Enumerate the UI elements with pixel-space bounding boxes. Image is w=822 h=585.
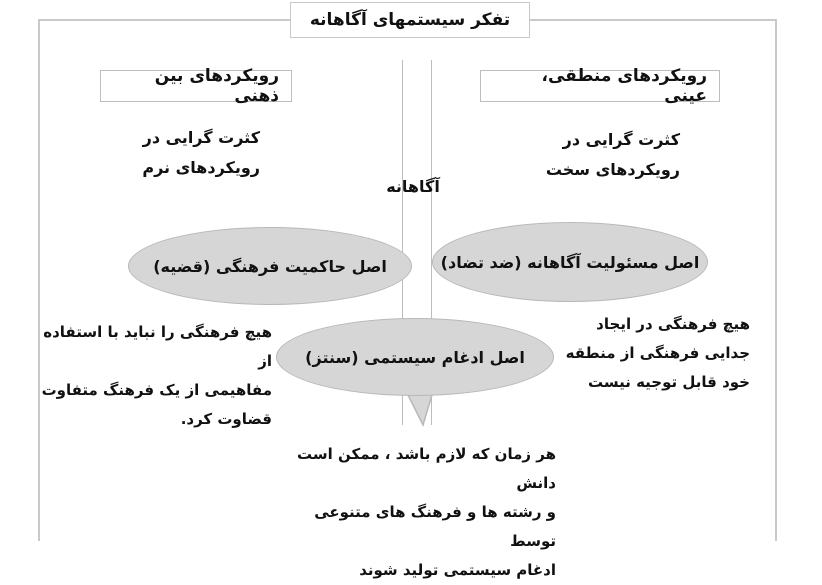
frame-top-left (38, 19, 290, 21)
note-bottom: هر زمان که لازم باشد ، ممکن است دانش و رشته ها و فرهنگ های متنوعی توسط ادغام سیستمی تولید شوند (297, 445, 556, 579)
center-label: آگاهانه (386, 177, 440, 196)
left-approach-box: رویکردهای بین ذهنی (100, 70, 292, 102)
ellipse-cultural-sovereignty: اصل حاکمیت فرهنگی (قضیه) (128, 227, 412, 305)
left-pluralism-text: کثرت گرایی در رویکردهای نرم (142, 128, 260, 177)
right-pluralism-text: کثرت گرایی در رویکردهای سخت (545, 130, 680, 179)
frame-left (38, 19, 40, 541)
note-right: هیچ فرهنگی در ایجاد جدایی فرهنگی از منطقه خود قابل توجیه نیست (565, 315, 750, 391)
right-approach-box: رویکردهای منطقی، عینی (480, 70, 720, 102)
ellipse-conscious-responsibility: اصل مسئولیت آگاهانه (ضد تضاد) (432, 222, 708, 302)
frame-right (775, 19, 777, 541)
frame-top-right (530, 19, 776, 21)
diagram-title: تفکر سیستمهای آگاهانه (290, 2, 530, 38)
ellipse-systemic-integration: اصل ادغام سیستمی (سنتز) (276, 318, 554, 396)
note-left: هیچ فرهنگی را نباید با استفاده از مفاهیمی از یک فرهنگ متفاوت قضاوت کرد. (41, 323, 272, 428)
